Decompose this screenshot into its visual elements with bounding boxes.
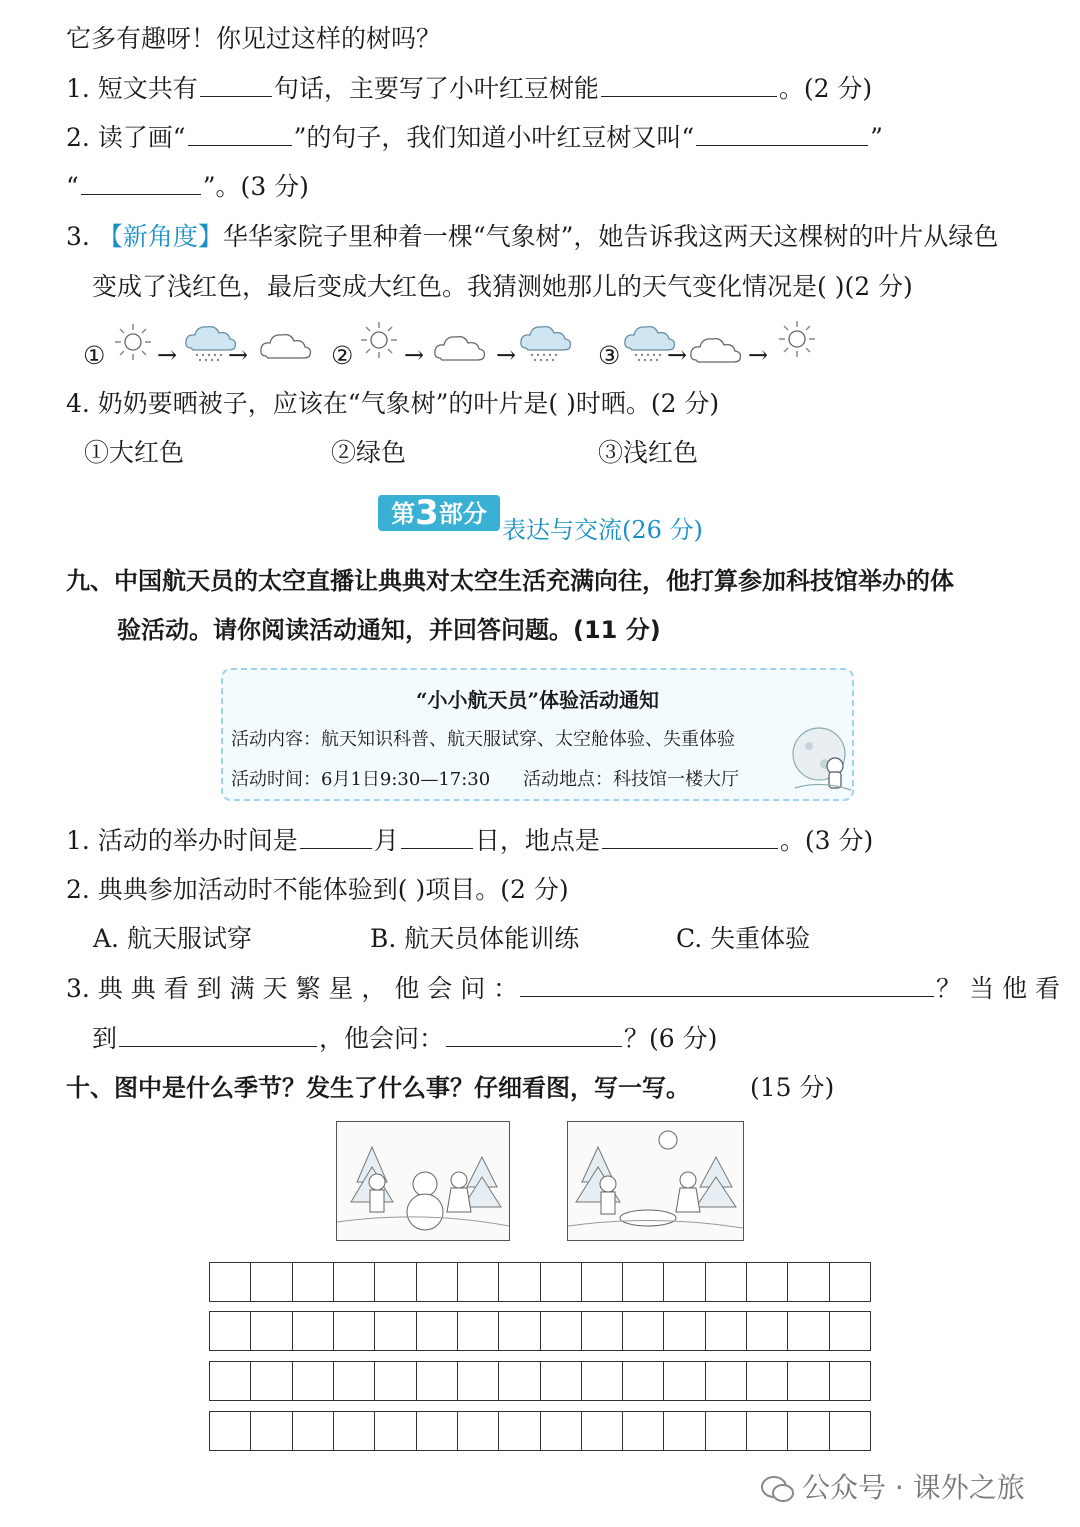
- snowman-picture-2: [567, 1121, 744, 1241]
- grid-cell[interactable]: [334, 1362, 375, 1400]
- q2-text-a: 2. 读了画“: [66, 123, 186, 152]
- notice-time: 活动时间：6月1日9:30—17:30: [231, 769, 491, 790]
- rain-cloud-icon: [518, 324, 574, 364]
- grid-cell[interactable]: [747, 1263, 788, 1301]
- grid-cell[interactable]: [664, 1362, 705, 1400]
- arrow-icon: →: [228, 341, 249, 369]
- grid-cell[interactable]: [706, 1362, 747, 1400]
- grid-cell[interactable]: [664, 1263, 705, 1301]
- q1-text-a: 1. 短文共有: [66, 74, 198, 103]
- cloud-icon: [258, 326, 318, 366]
- q9s3-blank-2[interactable]: [119, 1024, 317, 1047]
- grid-cell[interactable]: [623, 1312, 664, 1350]
- grid-cell[interactable]: [706, 1412, 747, 1450]
- q9s1-blank-day[interactable]: [401, 826, 473, 849]
- grid-cell[interactable]: [830, 1412, 870, 1450]
- grid-cell[interactable]: [375, 1412, 416, 1450]
- grid-cell[interactable]: [417, 1362, 458, 1400]
- q9-sub-3: [66, 974, 1060, 1004]
- q9s3-text-d: ，他会问：: [319, 1024, 445, 1053]
- grid-cell[interactable]: [623, 1263, 664, 1301]
- question-9-line-1: 九、中国航天员的太空直播让典典对太空生活充满向往，他打算参加科技馆举办的体: [66, 567, 954, 595]
- grid-cell[interactable]: [623, 1412, 664, 1450]
- q9s2-option-c[interactable]: C. 失重体验: [676, 924, 811, 953]
- weather-option-3-label: ③: [598, 341, 621, 370]
- question-3-cont: 变成了浅红色，最后变成大红色。我猜测她那儿的天气变化情况是( )(2 分): [92, 272, 913, 301]
- q2-blank-1[interactable]: [188, 123, 292, 146]
- grid-cell[interactable]: [210, 1412, 251, 1450]
- arrow-icon: →: [157, 341, 178, 369]
- grid-cell[interactable]: [706, 1312, 747, 1350]
- grid-cell[interactable]: [417, 1263, 458, 1301]
- sun-icon: [777, 319, 817, 359]
- q9s3-text-c: 到: [92, 1024, 118, 1053]
- q10-score: (15 分): [750, 1073, 835, 1102]
- grid-cell[interactable]: [210, 1312, 251, 1350]
- grid-row[interactable]: [209, 1411, 871, 1451]
- q9s3-blank-3[interactable]: [446, 1024, 622, 1047]
- melted-snowman-illustration: [568, 1122, 743, 1240]
- q4-option-2[interactable]: ②绿色: [331, 438, 407, 467]
- grid-cell[interactable]: [541, 1362, 582, 1400]
- grid-cell[interactable]: [747, 1312, 788, 1350]
- grid-cell[interactable]: [417, 1312, 458, 1350]
- grid-cell[interactable]: [706, 1263, 747, 1301]
- grid-cell[interactable]: [830, 1362, 870, 1400]
- grid-cell[interactable]: [375, 1362, 416, 1400]
- grid-cell[interactable]: [417, 1412, 458, 1450]
- q3-num: 3.: [66, 222, 90, 251]
- q1-blank-2[interactable]: [601, 74, 777, 97]
- activity-notice: [221, 668, 854, 801]
- grid-row[interactable]: [209, 1311, 871, 1351]
- grid-cell[interactable]: [788, 1263, 829, 1301]
- grid-row[interactable]: [209, 1361, 871, 1401]
- question-1: [66, 74, 872, 104]
- grid-cell[interactable]: [788, 1362, 829, 1400]
- q9-sub-1: [66, 826, 873, 856]
- grid-cell[interactable]: [830, 1263, 870, 1301]
- banner-post: 部分: [438, 500, 487, 528]
- q3-text-1: 华华家院子里种着一棵“气象树”，她告诉我这两天这棵树的叶片从绿色: [222, 222, 999, 251]
- q9s2-option-a[interactable]: A. 航天服试穿: [93, 924, 252, 953]
- grid-cell[interactable]: [458, 1312, 499, 1350]
- arrow-icon: →: [496, 341, 517, 369]
- q2-text-e: ”。(3 分): [202, 172, 309, 201]
- q2-blank-3[interactable]: [81, 172, 201, 195]
- grid-row[interactable]: [209, 1262, 871, 1302]
- weather-option-1-label: ①: [83, 341, 106, 370]
- grid-cell[interactable]: [541, 1412, 582, 1450]
- q2-text-c: ”: [870, 123, 883, 152]
- grid-cell[interactable]: [582, 1362, 623, 1400]
- q2-text-d: “: [66, 172, 79, 201]
- q9s3-blank-1[interactable]: [520, 974, 934, 997]
- new-angle-tag: 【新角度】: [97, 222, 223, 251]
- grid-cell[interactable]: [293, 1412, 334, 1450]
- question-4: 4. 奶奶要晒被子，应该在“气象树”的叶片是( )时晒。(2 分): [66, 389, 720, 418]
- watermark: [760, 1466, 1025, 1506]
- grid-cell[interactable]: [747, 1362, 788, 1400]
- question-2: [66, 123, 883, 153]
- grid-cell[interactable]: [788, 1312, 829, 1350]
- grid-cell[interactable]: [251, 1412, 292, 1450]
- q2-blank-2[interactable]: [696, 123, 868, 146]
- notice-title: “小小航天员”体验活动通知: [415, 688, 659, 712]
- writing-grid[interactable]: [209, 1262, 871, 1452]
- section-banner: [378, 495, 500, 531]
- grid-cell[interactable]: [251, 1362, 292, 1400]
- weather-option-2-label: ②: [331, 341, 354, 370]
- snowman-scene-illustration: [337, 1122, 509, 1240]
- section-subtitle: 表达与交流(26 分): [502, 516, 703, 544]
- q1-blank-1[interactable]: [200, 74, 272, 97]
- q9s1-blank-place[interactable]: [602, 826, 778, 849]
- grid-cell[interactable]: [788, 1412, 829, 1450]
- q9s1-text-c: 日，地点是: [474, 826, 600, 855]
- banner-num: 3: [415, 493, 439, 533]
- arrow-icon: →: [404, 341, 425, 369]
- grid-cell[interactable]: [664, 1312, 705, 1350]
- grid-cell[interactable]: [541, 1263, 582, 1301]
- watermark-text: 公众号 · 课外之旅: [802, 1471, 1025, 1504]
- arrow-icon: →: [667, 341, 688, 369]
- grid-cell[interactable]: [251, 1312, 292, 1350]
- grid-cell[interactable]: [334, 1312, 375, 1350]
- grid-cell[interactable]: [251, 1263, 292, 1301]
- q9s1-text-a: 1. 活动的举办时间是: [66, 826, 298, 855]
- grid-cell[interactable]: [293, 1263, 334, 1301]
- snowman-picture-1: [336, 1121, 510, 1241]
- grid-cell[interactable]: [375, 1263, 416, 1301]
- q9s1-text-b: 月: [373, 826, 399, 855]
- sun-icon: [113, 322, 153, 362]
- grid-cell[interactable]: [499, 1263, 540, 1301]
- notice-content: 活动内容：航天知识科普、航天服试穿、太空舱体验、失重体验: [231, 729, 735, 750]
- q9s3-text-b: ？ 当 他 看: [936, 974, 1061, 1003]
- grid-cell[interactable]: [499, 1412, 540, 1450]
- intro-sentence: 它多有趣呀！你见过这样的树吗？: [66, 24, 442, 53]
- q4-option-1[interactable]: ①大红色: [84, 438, 185, 467]
- q10-text: 十、图中是什么季节？发生了什么事？仔细看图，写一写。: [66, 1074, 690, 1102]
- question-10: [66, 1073, 690, 1103]
- q9s3-text-e: ？(6 分): [624, 1024, 718, 1053]
- q9-sub-3-cont: [92, 1024, 717, 1054]
- arrow-icon: →: [748, 341, 769, 369]
- question-9-line-2: 验活动。请你阅读活动通知，并回答问题。(11 分): [117, 616, 661, 644]
- grid-cell[interactable]: [210, 1263, 251, 1301]
- grid-cell[interactable]: [334, 1412, 375, 1450]
- grid-cell[interactable]: [830, 1312, 870, 1350]
- q9s1-text-d: 。(3 分): [779, 826, 874, 855]
- sun-icon: [359, 320, 399, 360]
- q9s1-blank-month[interactable]: [300, 826, 372, 849]
- q4-option-3[interactable]: ③浅红色: [598, 438, 699, 467]
- q9s3-text-a: 3. 典 典 看 到 满 天 繁 星 ， 他 会 问 ：: [66, 974, 519, 1003]
- grid-cell[interactable]: [747, 1412, 788, 1450]
- q9s2-option-b[interactable]: B. 航天员体能训练: [370, 924, 580, 953]
- grid-cell[interactable]: [623, 1362, 664, 1400]
- q9-sub-2: 2. 典典参加活动时不能体验到( )项目。(2 分): [66, 875, 569, 904]
- banner-pre: 第: [391, 500, 416, 528]
- grid-cell[interactable]: [293, 1312, 334, 1350]
- q1-text-c: 。(2 分): [778, 74, 873, 103]
- grid-cell[interactable]: [334, 1263, 375, 1301]
- q1-text-b: 句话，主要写了小叶红豆树能: [273, 74, 599, 103]
- grid-cell[interactable]: [375, 1312, 416, 1350]
- grid-cell[interactable]: [458, 1362, 499, 1400]
- grid-cell[interactable]: [458, 1412, 499, 1450]
- grid-cell[interactable]: [210, 1362, 251, 1400]
- question-2-cont: [66, 172, 309, 202]
- grid-cell[interactable]: [582, 1412, 623, 1450]
- grid-cell[interactable]: [499, 1362, 540, 1400]
- q2-text-b: ”的句子，我们知道小叶红豆树又叫“: [293, 123, 695, 152]
- grid-cell[interactable]: [293, 1362, 334, 1400]
- cloud-icon: [432, 328, 492, 368]
- question-3: [66, 222, 998, 252]
- grid-cell[interactable]: [541, 1312, 582, 1350]
- cloud-icon: [688, 330, 748, 370]
- grid-cell[interactable]: [458, 1263, 499, 1301]
- grid-cell[interactable]: [582, 1263, 623, 1301]
- notice-place: 活动地点：科技馆一楼大厅: [523, 769, 739, 790]
- astronaut-moon-icon: [791, 722, 853, 798]
- wechat-icon: [760, 1474, 796, 1504]
- grid-cell[interactable]: [582, 1312, 623, 1350]
- grid-cell[interactable]: [664, 1412, 705, 1450]
- grid-cell[interactable]: [499, 1312, 540, 1350]
